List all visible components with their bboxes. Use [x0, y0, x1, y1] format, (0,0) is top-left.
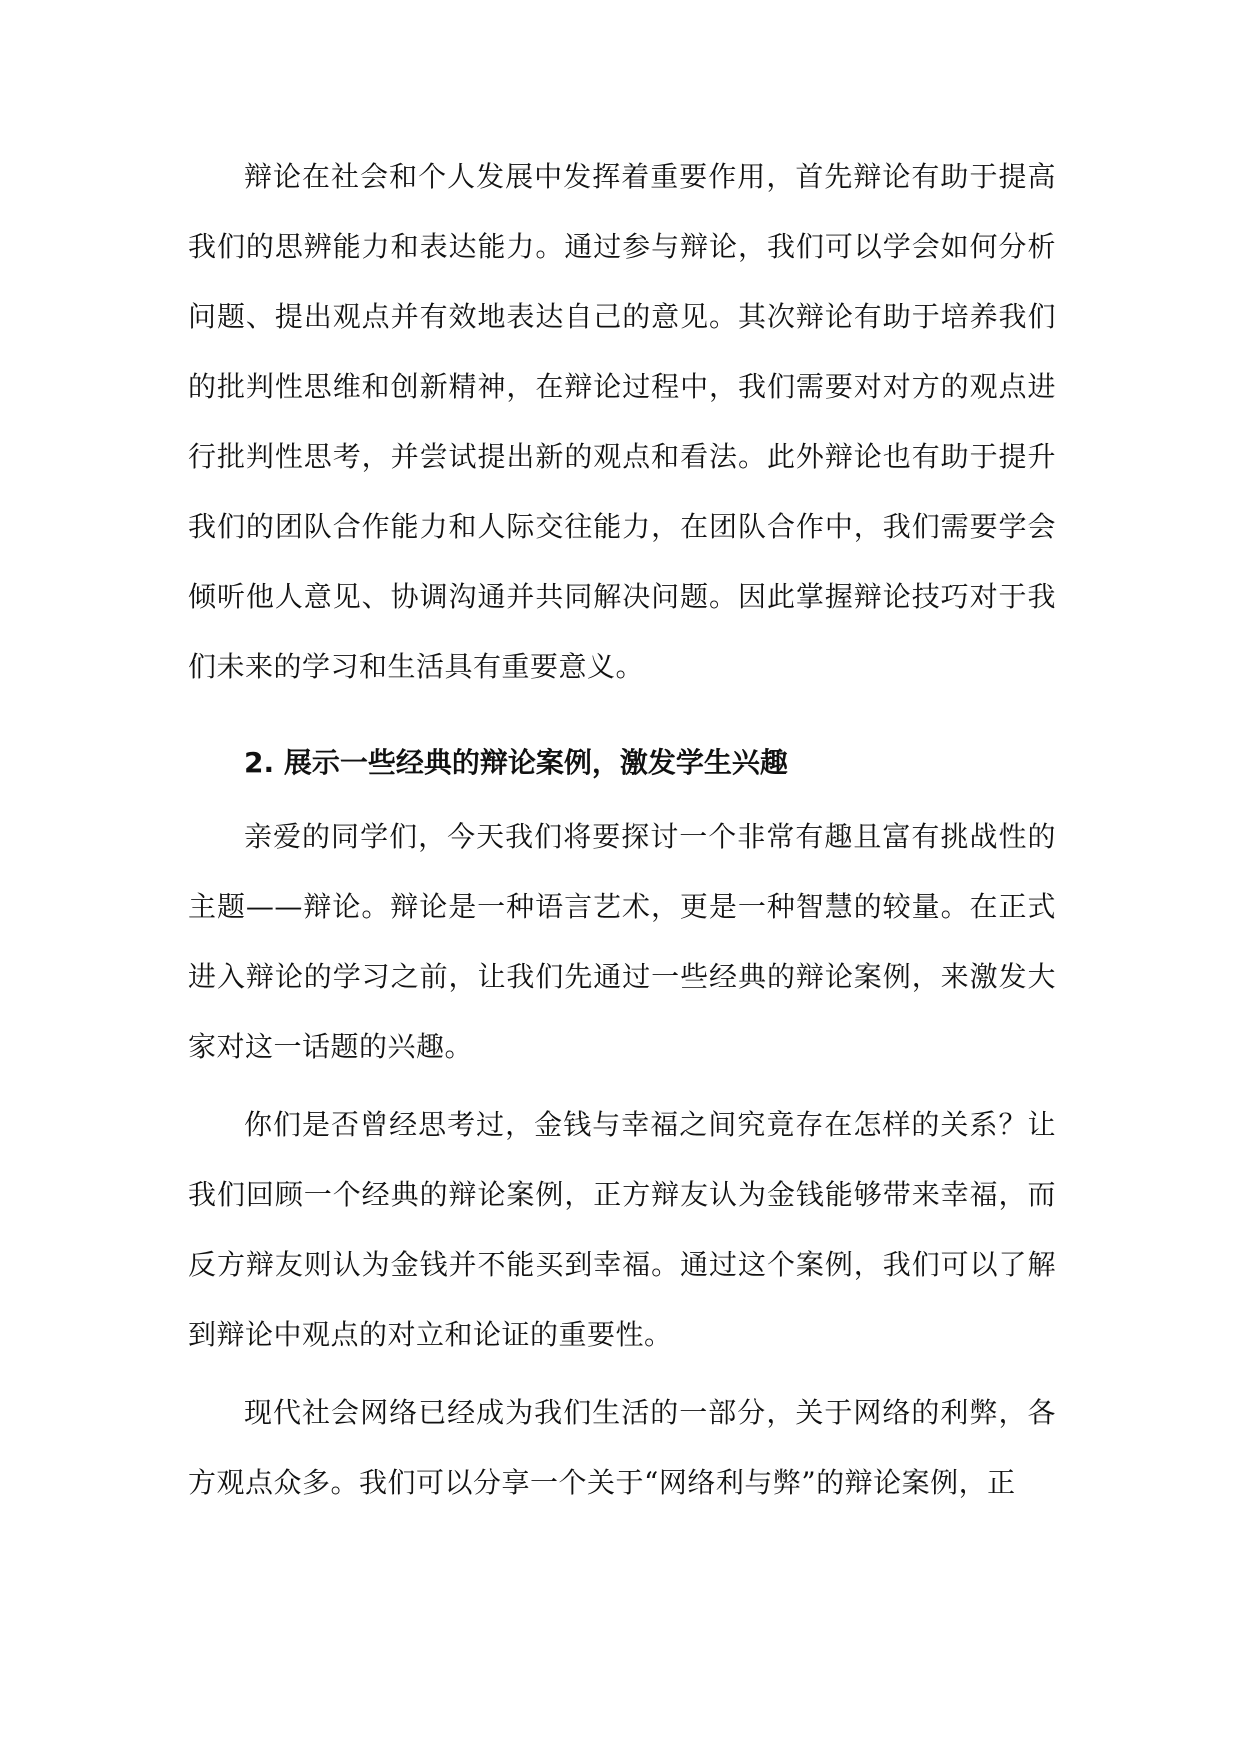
paragraph-introduction: 亲爱的同学们，今天我们将要探讨一个非常有趣且富有挑战性的主题——辩论。辩论是一种语言艺术，更是一种智慧的较量。在正式进入辩论的学习之前，让我们先通过一些经典的辩论案例，来激发大家对这一话题的兴趣。 [188, 820, 1056, 1063]
section-heading: 2. 展示一些经典的辩论案例，激发学生兴趣 [244, 746, 788, 779]
paragraph-debate-importance: 辩论在社会和个人发展中发挥着重要作用，首先辩论有助于提高我们的思辨能力和表达能力。通过参与辩论，我们可以学会如何分析问题、提出观点并有效地表达自己的意见。其次辩论有助于培养我们的批判性思维和创新精神，在辩论过程中，我们需要对对方的观点进行批判性思考，并尝试提出新的观点和看法。此外辩论也有助于提升我们的团队合作能力和人际交往能力，在团队合作中，我们需要学会倾听他人意见、协调沟通并共同解决问题。因此掌握辩论技巧对于我们未来的学习和生活具有重要意义。 [188, 160, 1056, 683]
document-body [188, 142, 1056, 1518]
paragraph-internet-case: 现代社会网络已经成为我们生活的一部分，关于网络的利弊，各方观点众多。我们可以分享一个关于“网络利与弊”的辩论案例，正 [188, 1396, 1056, 1499]
paragraph-money-happiness-case: 你们是否曾经思考过，金钱与幸福之间究竟存在怎样的关系？让我们回顾一个经典的辩论案例，正方辩友认为金钱能够带来幸福，而反方辩友则认为金钱并不能买到幸福。通过这个案例，我们可以了解到辩论中观点的对立和论证的重要性。 [188, 1108, 1056, 1351]
